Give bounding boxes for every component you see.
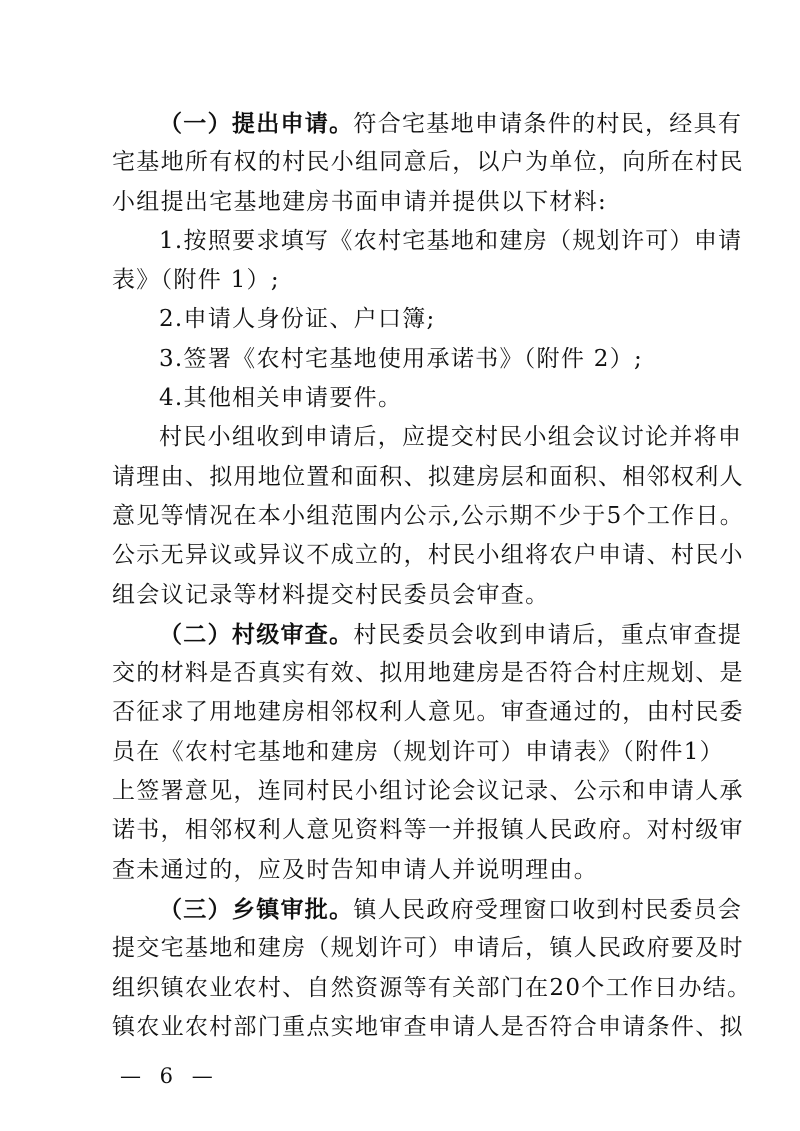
- line-text: 表》（附件 1）;: [112, 267, 280, 294]
- line-text: 提交宅基地和建房（规划许可）申请后，镇人民政府要及时: [112, 935, 744, 962]
- text-line: [112, 497, 745, 536]
- text-line: [112, 929, 744, 968]
- line-text: 镇农业农村部门重点实地审查申请人是否符合申请条件、拟: [112, 1013, 744, 1040]
- text-line: [112, 104, 743, 143]
- line-text: 1.按照要求填写《农村宅基地和建房（规划许可）申请: [159, 227, 743, 254]
- line-text: 组织镇农业农村、自然资源等有关部门在20个工作日办结。: [112, 974, 752, 1001]
- line-text: 否征求了用地建房相邻权利人意见。审查通过的，由村民委: [112, 699, 744, 726]
- section-heading: （一）提出申请。: [159, 110, 354, 137]
- line-text: 上签署意见，连同村民小组讨论会议记录、公示和申请人承: [112, 778, 744, 805]
- text-line: [112, 772, 744, 811]
- line-text: 查未通过的，应及时告知申请人并说明理由。: [112, 856, 598, 883]
- line-text: 宅基地所有权的村民小组同意后，以户为单位，向所在村民: [112, 149, 744, 176]
- line-text: 小组提出宅基地建房书面申请并提供以下材料:: [112, 188, 608, 215]
- line-text: 村民委员会收到申请后，重点审查提: [353, 621, 743, 648]
- line-text: 符合宅基地申请条件的村民，经具有: [353, 111, 743, 137]
- text-line: [112, 340, 690, 379]
- text-line: [112, 143, 744, 182]
- line-text: 组会议记录等材料提交村民委员会审查。: [112, 581, 550, 608]
- text-line: [112, 576, 690, 615]
- text-line: [112, 654, 744, 693]
- text-line: [112, 458, 744, 497]
- line-text: 公示无异议或异议不成立的，村民小组将农户申请、村民小: [112, 542, 744, 569]
- text-line: [112, 261, 690, 300]
- section-heading: （三）乡镇审批。: [159, 895, 354, 923]
- document-body: [112, 104, 752, 1047]
- line-text: 请理由、拟用地位置和面积、拟建房层和面积、相邻权利人: [112, 463, 744, 490]
- line-text: 镇人民政府受理窗口收到村民委员会: [353, 896, 743, 923]
- text-line: [112, 615, 743, 654]
- line-text: 员在《农村宅基地和建房（规划许可）申请表》（附件1）: [112, 738, 724, 765]
- line-text: 交的材料是否真实有效、拟用地建房是否符合村庄规划、是: [112, 660, 744, 687]
- line-text: 3.签署《农村宅基地使用承诺书》（附件 2）;: [159, 345, 644, 372]
- text-line: [112, 418, 743, 457]
- text-line: [112, 183, 690, 222]
- line-text: 诺书，相邻权利人意见资料等一并报镇人民政府。对村级审: [112, 817, 744, 844]
- page-number: — 6 —: [120, 1064, 219, 1088]
- section-heading: （二）村级审查。: [159, 620, 354, 648]
- line-text: 2.申请人身份证、户口簿;: [159, 306, 436, 333]
- text-line: [112, 300, 690, 339]
- text-line: [112, 733, 724, 772]
- text-line: [112, 851, 690, 890]
- text-line: [112, 379, 690, 418]
- line-text: 意见等情况在本小组范围内公示,公示期不少于5个工作日。: [112, 502, 745, 529]
- text-line: [112, 811, 744, 850]
- line-text: 村民小组收到申请后，应提交村民小组会议讨论并将申: [159, 424, 743, 451]
- text-line: [112, 536, 744, 575]
- text-line: [112, 890, 743, 929]
- line-text: 4.其他相关申请要件。: [159, 385, 403, 412]
- text-line: [112, 693, 744, 732]
- text-line: [112, 969, 752, 1008]
- text-line: [112, 1008, 744, 1047]
- text-line: [112, 222, 743, 261]
